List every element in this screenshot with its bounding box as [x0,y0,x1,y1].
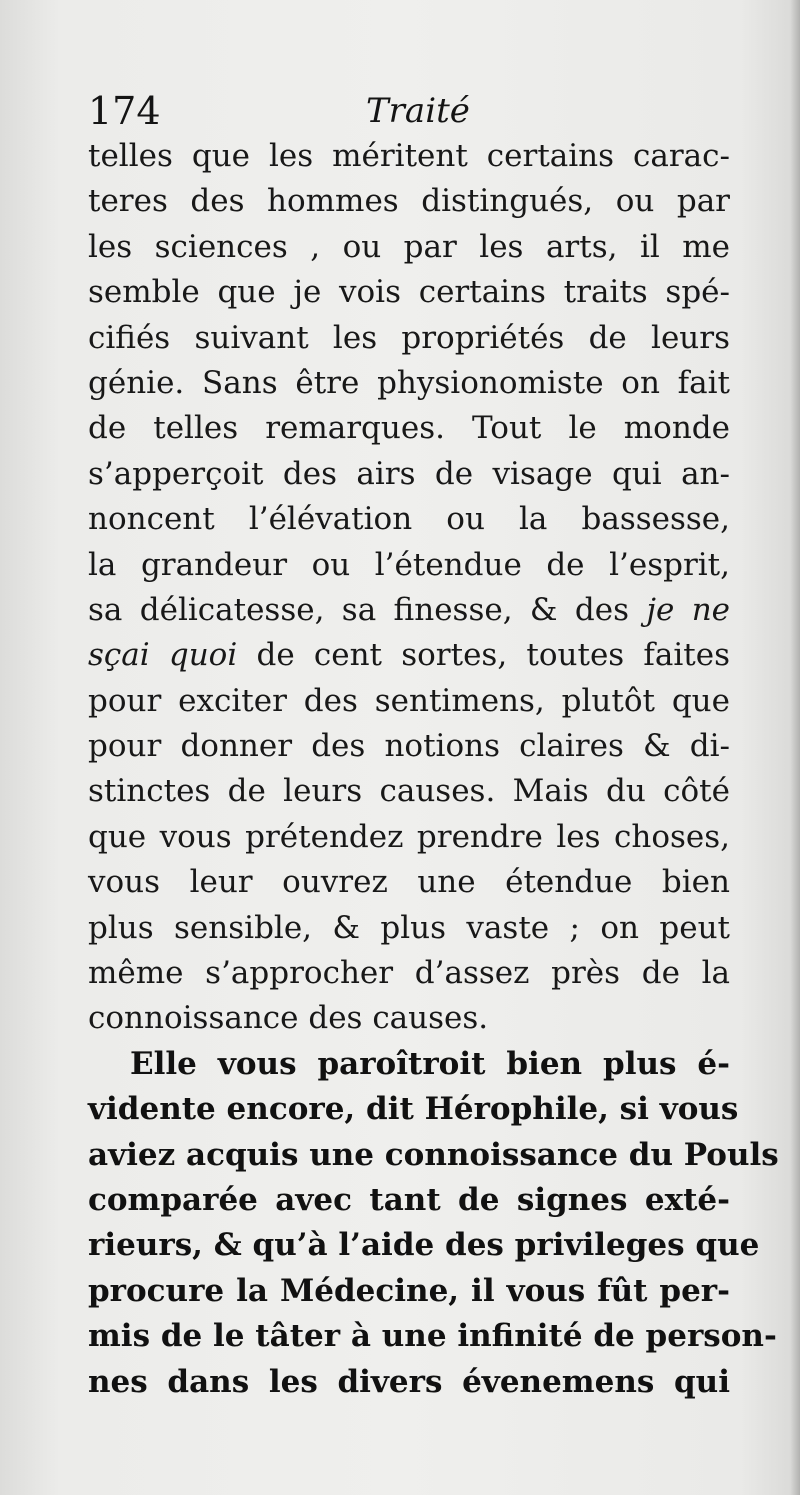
paragraph-1 [88,134,730,1042]
text-line: rieurs, & qu’à l’aide des privileges que [88,1227,760,1264]
text-segment: sa délicatesse, sa finesse, & des [88,591,629,628]
paragraph-2 [88,1042,779,1405]
text-line: connoissance des causes. [88,1000,489,1037]
text-line: les sciences , ou par les arts, il me [88,228,730,265]
italic-phrase: je ne [646,591,731,628]
running-head [88,86,728,136]
text-line: plus sensible, & plus vaste ; on peut [88,909,730,946]
text-line: comparée avec tant de signes exté- [88,1181,730,1218]
running-title: Traité [366,91,470,131]
text-line [88,633,730,678]
text-segment: de cent sortes, toutes faites [256,637,730,674]
text-line: que vous prétendez prendre les choses, [88,818,730,855]
page-number: 174 [88,89,161,133]
page-edge-shadow [790,0,800,1495]
body-text [88,134,779,1405]
text-line [88,588,730,633]
text-line: procure la Médecine, il vous fût per- [88,1272,730,1309]
text-line: pour exciter des sentimens, plutôt que [88,682,730,719]
text-line: noncent l’élévation ou la bassesse, [88,501,730,538]
text-line: pour donner des notions claires & di- [88,728,730,765]
text-line: stinctes de leurs causes. Mais du côté [88,773,730,810]
text-line: telles que les méritent certains carac- [88,138,730,174]
text-line: génie. Sans être physionomiste on fait [88,364,730,401]
text-line: vidente encore, dit Hérophile, si vous [88,1091,739,1128]
text-line: la grandeur ou l’étendue de l’esprit, [88,546,730,583]
text-line: s’apperçoit des airs de visage qui an- [88,455,730,492]
italic-phrase: sçai quoi [88,637,238,674]
text-line: aviez acquis une connoissance du Pouls [88,1136,779,1173]
text-line: de telles remarques. Tout le monde [88,410,730,447]
text-line: même s’approcher d’assez près de la [88,955,730,992]
text-line: teres des hommes distingués, ou par [88,183,730,220]
text-line: vous leur ouvrez une étendue bien [88,864,730,901]
text-line: cifiés suivant les propriétés de leurs [88,319,730,356]
text-line: semble que je vois certains traits spé- [88,274,730,311]
text-line: Elle vous paroîtroit bien plus é- [130,1045,730,1082]
text-line: mis de le tâter à une infinité de person- [88,1318,777,1355]
text-line: nes dans les divers évenemens qui [88,1363,730,1400]
